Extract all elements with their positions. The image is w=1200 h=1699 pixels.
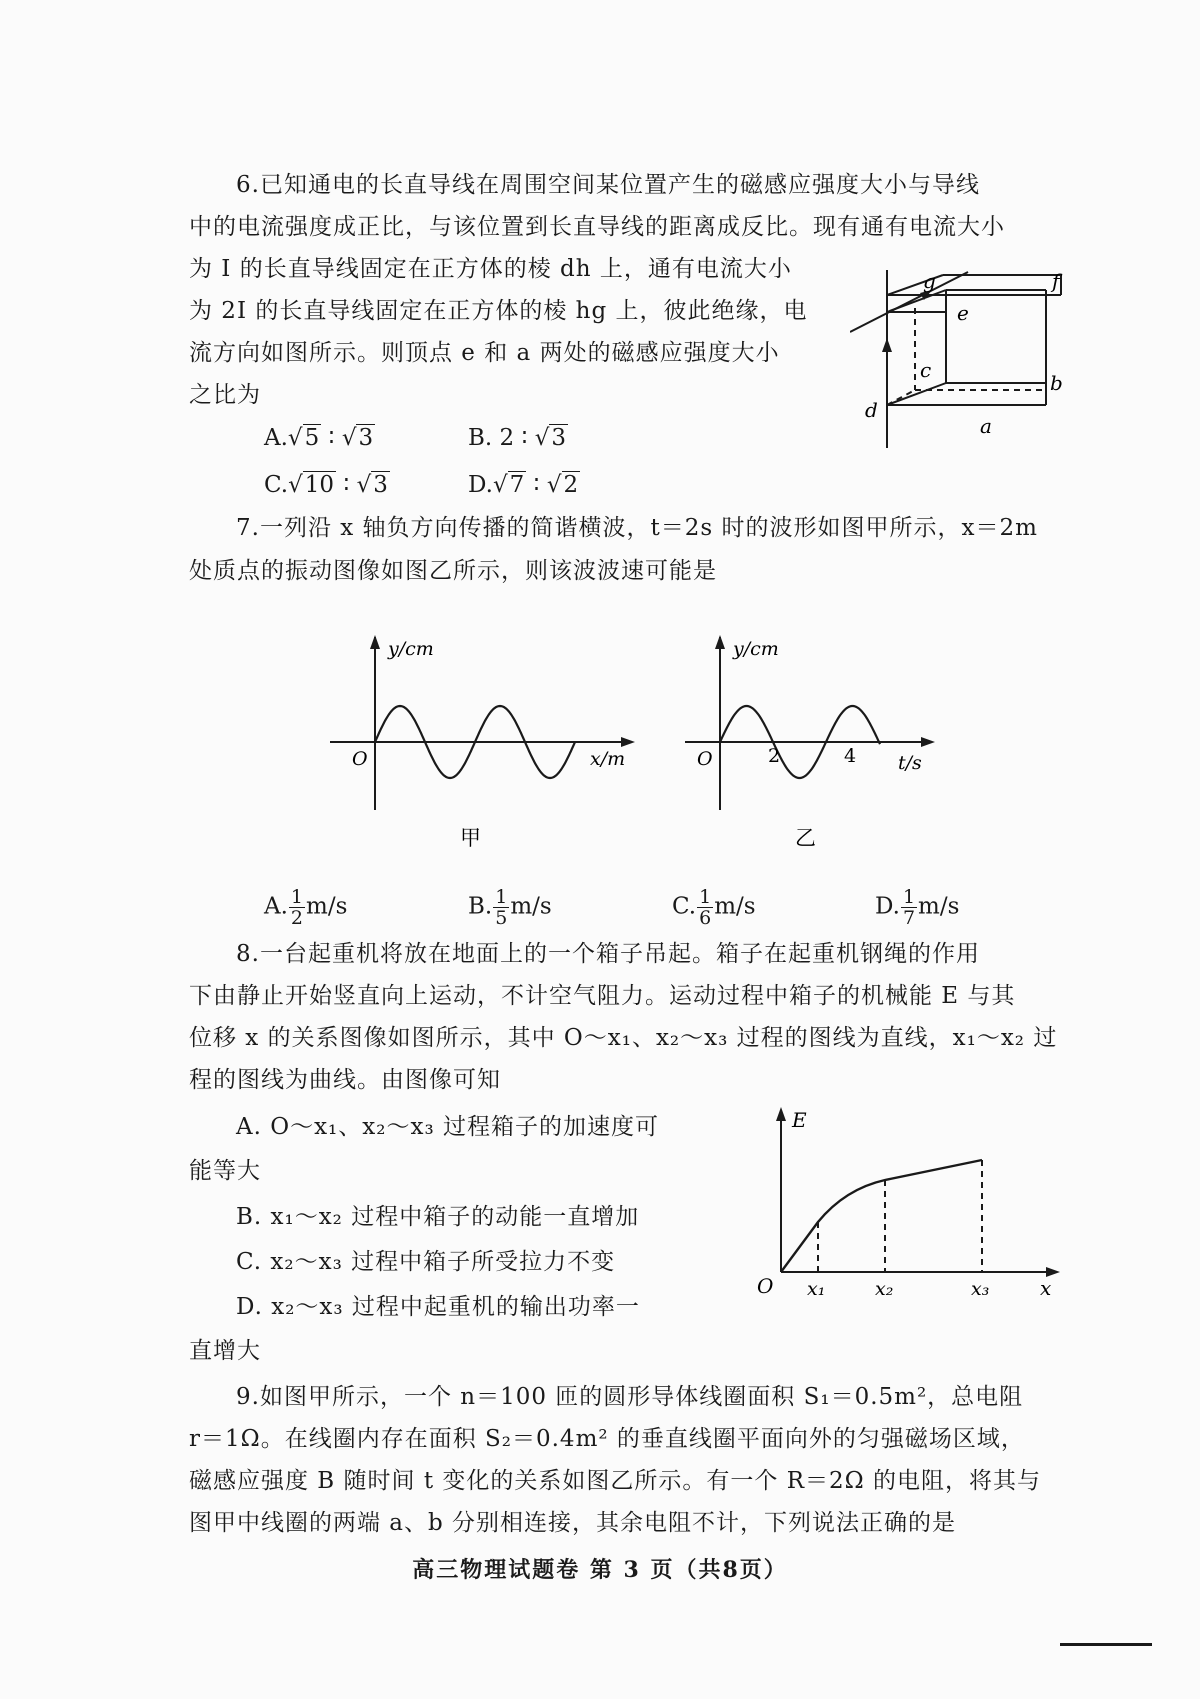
graph-e-origin: O [757,1274,774,1297]
q6-option-d: D.√7 ∶ √2 [468,472,579,498]
graph-yi-origin: O [697,748,713,770]
q7-option-c: C. $\frac{1}{6}$ m/s [672,886,756,929]
q7-line-1: 7.一列沿 x 轴负方向传播的简谐横波，t＝2s 时的波形如图甲所示，x＝2m [236,515,1038,541]
q9-line-4: 图甲中线圈的两端 a、b 分别相连接，其余电阻不计，下列说法正确的是 [189,1510,957,1536]
q7-option-d: D. $\frac{1}{7}$ m/s [875,886,960,929]
q8-option-b: B. x₁～x₂ 过程中箱子的动能一直增加 [236,1204,640,1230]
graph-yi-ylabel: y/cm [733,638,779,660]
graph-yi-tick-2: 2 [768,745,781,767]
label-f: f [1052,270,1060,293]
q8-line-3: 位移 x 的关系图像如图所示，其中 O～x₁、x₂～x₃ 过程的图线为直线，x₁～x₂ 过 [189,1025,1058,1051]
q8-option-c: C. x₂～x₃ 过程中箱子所受拉力不变 [236,1249,616,1275]
graph-yi-tick-4: 4 [844,745,857,767]
vibration-graph-yi [665,635,955,855]
q8-option-d-cont: 直增大 [189,1338,261,1364]
wire-hg [850,272,968,332]
q9-line-2: r＝1Ω。在线圈内存在面积 S₂＝0.4m² 的垂直线圈平面向外的匀强磁场区域， [189,1426,1025,1452]
q7-option-a: A. $\frac{1}{2}$ m/s [264,886,348,929]
label-g: g [923,270,936,293]
q7-line-2: 处质点的振动图像如图乙所示，则该波波速可能是 [189,558,717,584]
q7-option-b: B. $\frac{1}{5}$ m/s [468,886,552,929]
q8-option-a-cont: 能等大 [189,1158,261,1184]
q8-option-d: D. x₂～x₃ 过程中起重机的输出功率一 [236,1294,640,1320]
q6-option-b: B. 2 ∶ √3 [468,425,567,451]
graph-yi-xlabel: t/s [898,752,922,774]
graph-e-x3: x₃ [971,1278,990,1297]
q6-line-2: 中的电流强度成正比，与该位置到长直导线的距离成反比。现有通有电流大小 [189,214,1005,240]
label-e: e [957,301,969,325]
graph-jia-origin: O [352,748,368,770]
q6-line-1: 6.已知通电的长直导线在周围空间某位置产生的磁感应强度大小与导线 [236,172,980,198]
graph-e-ylabel: E [792,1108,807,1132]
graph-e-x2: x₂ [875,1278,894,1297]
page-footer: 高三物理试题卷 第 3 页（共8页） [412,1557,788,1583]
label-a: a [980,414,992,438]
q6-line-4: 为 2I 的长直导线固定在正方体的棱 hg 上，彼此绝缘，电 [189,298,808,324]
q8-option-a: A. O～x₁、x₂～x₃ 过程箱子的加速度可 [236,1114,659,1140]
label-d: d [865,398,878,422]
q8-line-1: 8.一台起重机将放在地面上的一个箱子吊起。箱子在起重机钢绳的作用 [236,941,980,967]
q6-option-c: C.√10 ∶ √3 [264,472,388,498]
graph-jia-ylabel: y/cm [388,638,434,660]
corner-mark [1060,1643,1152,1646]
graph-e-x1: x₁ [807,1278,826,1297]
graph-jia-xlabel: x/m [590,748,626,770]
energy-displacement-graph [745,1107,1075,1297]
q6-option-a: A.√5 ∶ √3 [264,425,374,451]
q9-line-1: 9.如图甲所示，一个 n＝100 匝的圆形导体线圈面积 S₁＝0.5m²，总电阻 [236,1384,1024,1410]
current-arrow-dh [882,338,892,352]
graph-jia-caption: 甲 [460,826,481,850]
label-c: c [920,358,932,382]
q8-line-2: 下由静止开始竖直向上运动，不计空气阻力。运动过程中箱子的机械能 E 与其 [189,983,1016,1009]
label-b: b [1050,371,1063,395]
cube-figure [850,270,1080,480]
q6-line-5: 流方向如图所示。则顶点 e 和 a 两处的磁感应强度大小 [189,340,780,366]
q9-line-3: 磁感应强度 B 随时间 t 变化的关系如图乙所示。有一个 R＝2Ω 的电阻，将其与 [189,1468,1042,1494]
energy-curve [781,1160,982,1272]
q6-line-6: 之比为 [189,382,261,408]
q6-line-3: 为 I 的长直导线固定在正方体的棱 dh 上，通有电流大小 [189,256,792,282]
graph-e-xlabel: x [1040,1276,1052,1297]
graph-yi-caption: 乙 [795,826,816,850]
wave-graph-jia [320,635,650,855]
q8-line-4: 程的图线为曲线。由图像可知 [189,1067,501,1093]
